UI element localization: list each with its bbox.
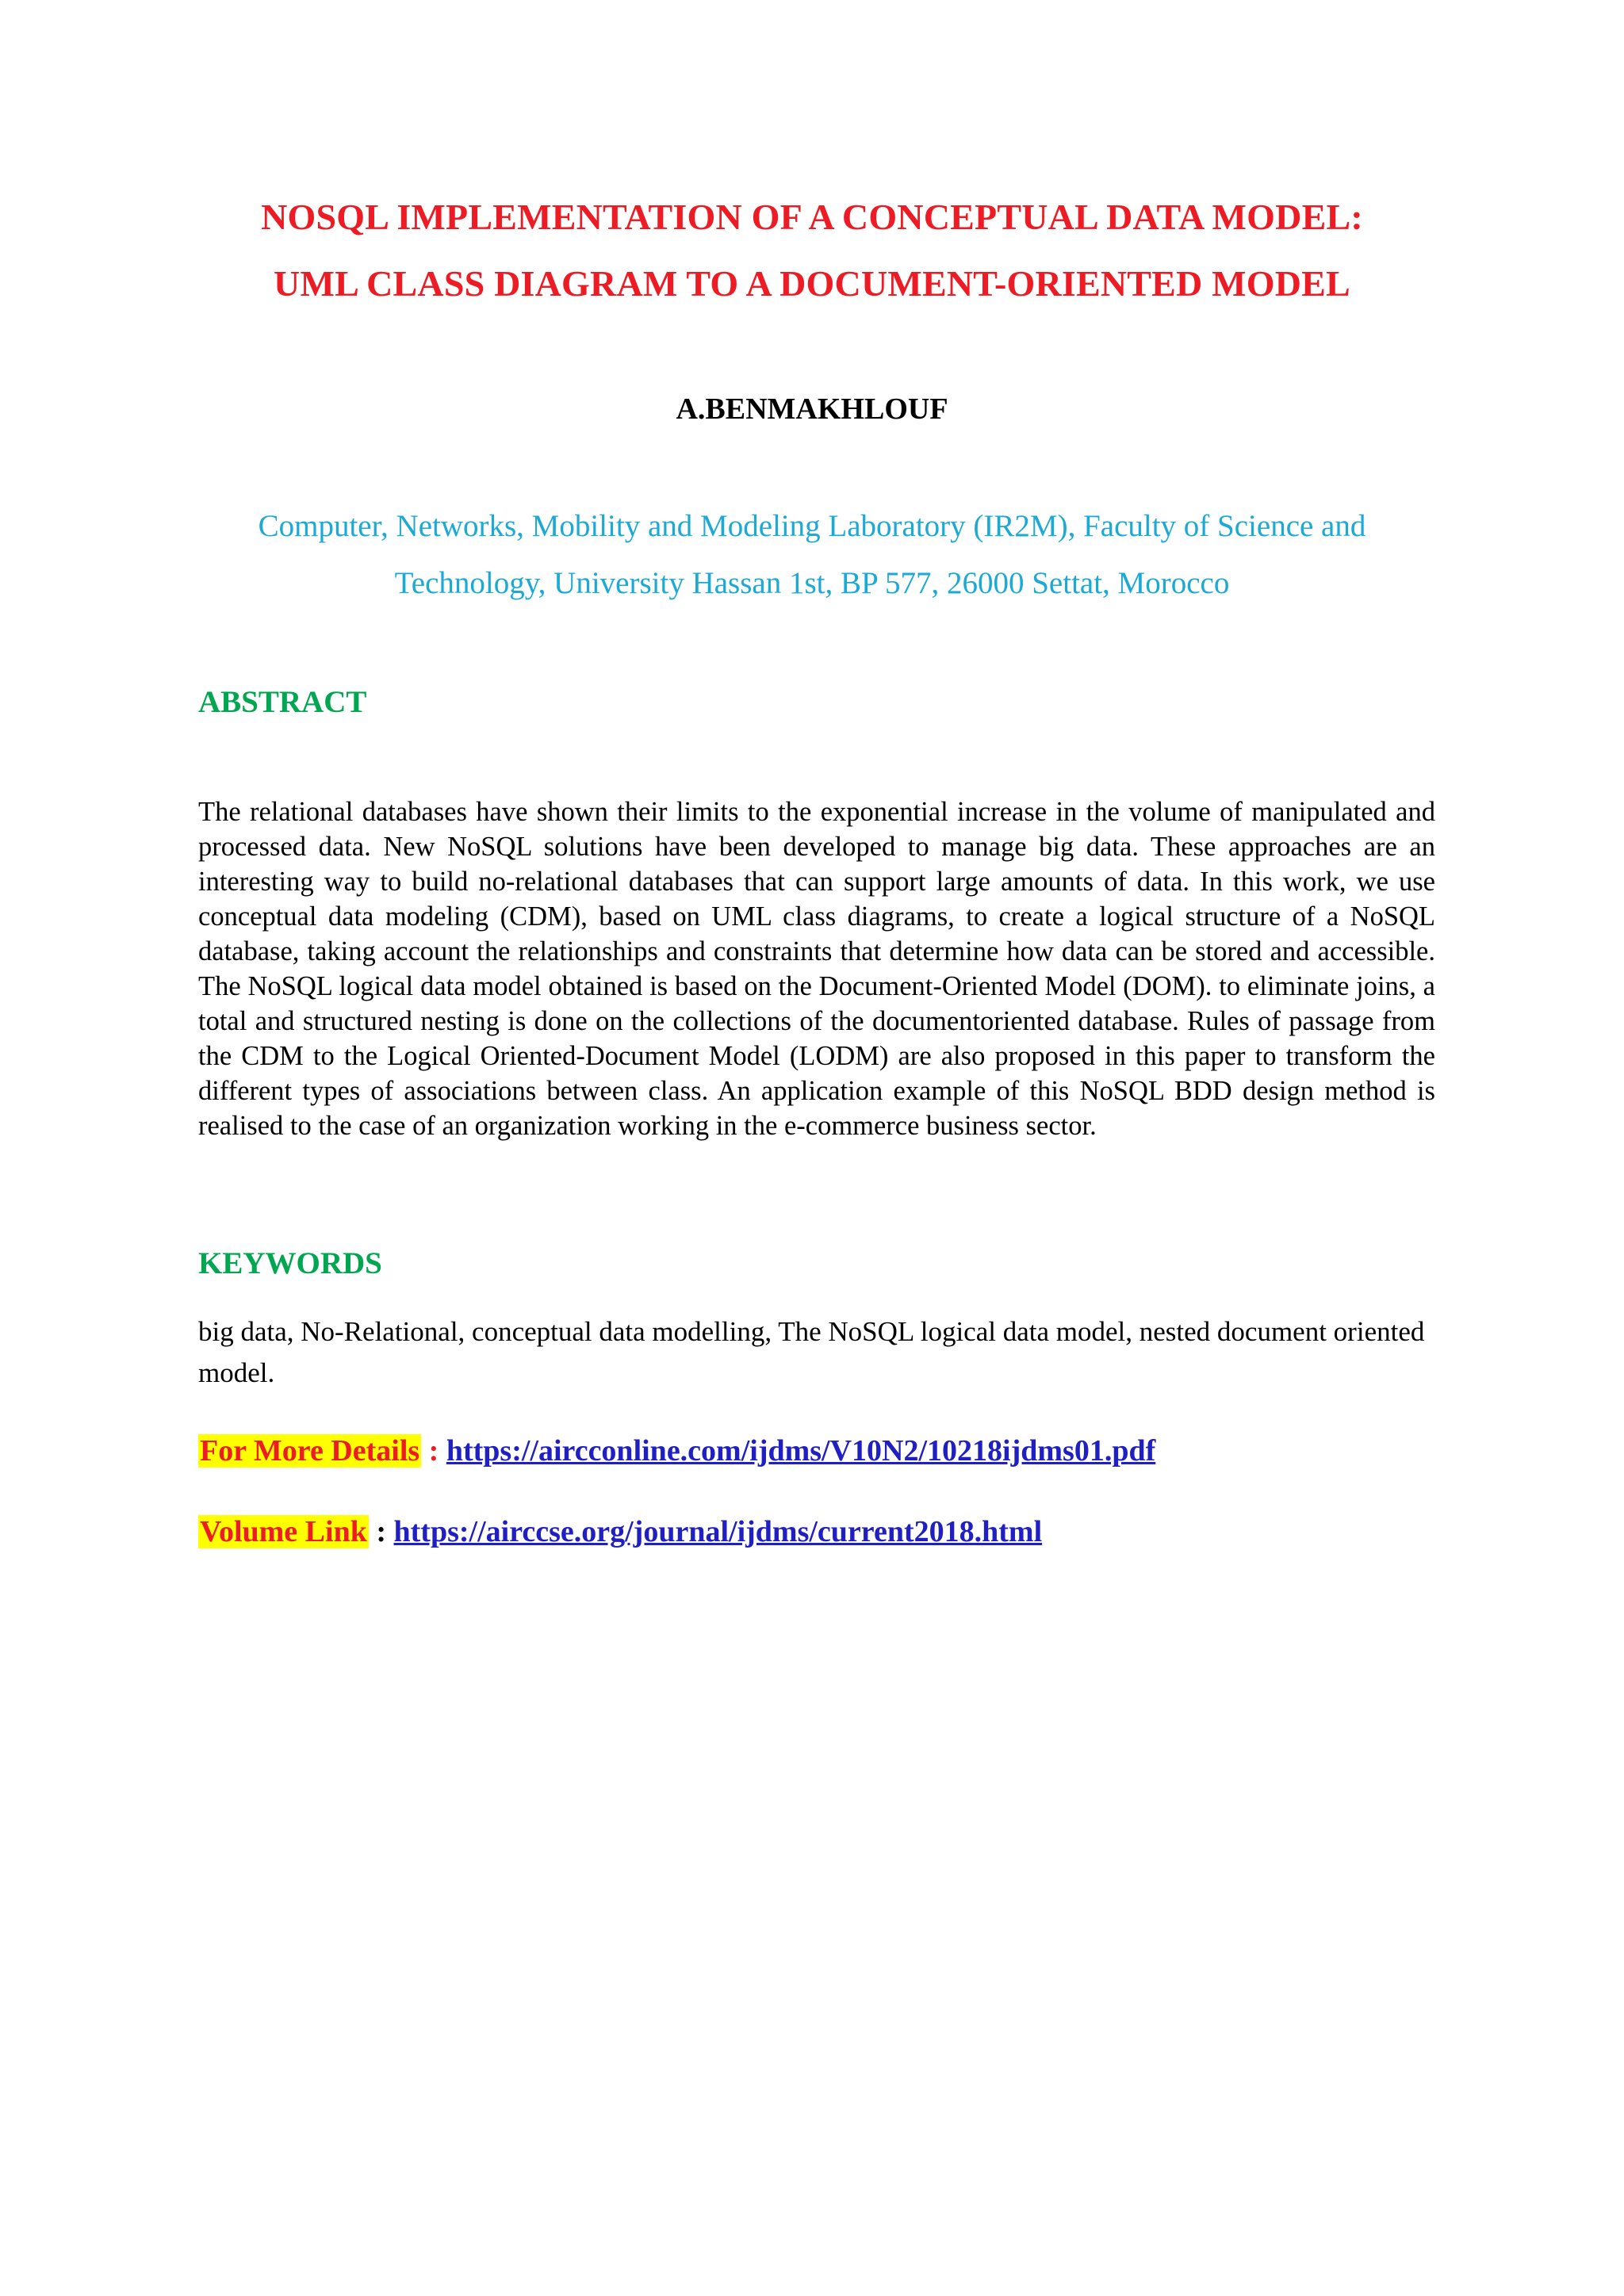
volume-link-label: Volume Link (200, 1515, 367, 1548)
abstract-text: The relational databases have shown their limits to the exponential increase in the volume of manipulated and processed data. New NoSQL solutions have been developed to manage big data. These approaches are an interesting way to build no-relational databases that can support large amounts of data. In this work, we use conceptual data modeling (CDM), based on UML class diagrams, to create a logical structure of a NoSQL database, taking account the relationships and constraints that determine how data can be stored and accessible. The NoSQL logical data model obtained is based on the Document-Oriented Model (DOM). to eliminate joins, a total and structured nesting is done on the collections of the documentoriented database. Rules of passage from the CDM to the Logical Oriented-Document Model (LODM) are also proposed in this paper to transform the different types of associations between class. An application example of this NoSQL BDD design method is realised to the case of an organization working in the e-commerce business sector. (198, 797, 1435, 1141)
title-line-1: NOSQL IMPLEMENTATION OF A CONCEPTUAL DATA MODEL: (261, 197, 1363, 237)
volume-link-separator: : (376, 1515, 386, 1548)
paper-title (159, 184, 1465, 317)
affiliation-line-2: Technology, University Hassan 1st, BP 577, 26000 Settat, Morocco (394, 566, 1230, 600)
more-details-link[interactable]: https://aircconline.com/ijdms/V10N2/10218ijdms01.pdf (446, 1434, 1156, 1468)
more-details-label: For More Details (200, 1434, 420, 1468)
keywords-text: big data, No-Relational, conceptual data modelling, The NoSQL logical data model, nested document oriented model. (198, 1316, 1425, 1388)
keywords-heading: KEYWORDS (198, 1246, 382, 1280)
abstract-heading: ABSTRACT (198, 685, 367, 719)
volume-link[interactable]: https://airccse.org/journal/ijdms/current2018.html (393, 1515, 1043, 1548)
volume-link-row (198, 1513, 1042, 1551)
more-details-row (198, 1432, 1155, 1470)
title-line-2: UML CLASS DIAGRAM TO A DOCUMENT-ORIENTED MODEL (274, 263, 1350, 304)
author-name: A.BENMAKHLOUF (676, 392, 948, 426)
affiliation-line-1: Computer, Networks, Mobility and Modeling Laboratory (IR2M), Faculty of Science and (258, 509, 1366, 543)
more-details-separator: : (428, 1434, 439, 1468)
author-affiliation (159, 498, 1465, 612)
